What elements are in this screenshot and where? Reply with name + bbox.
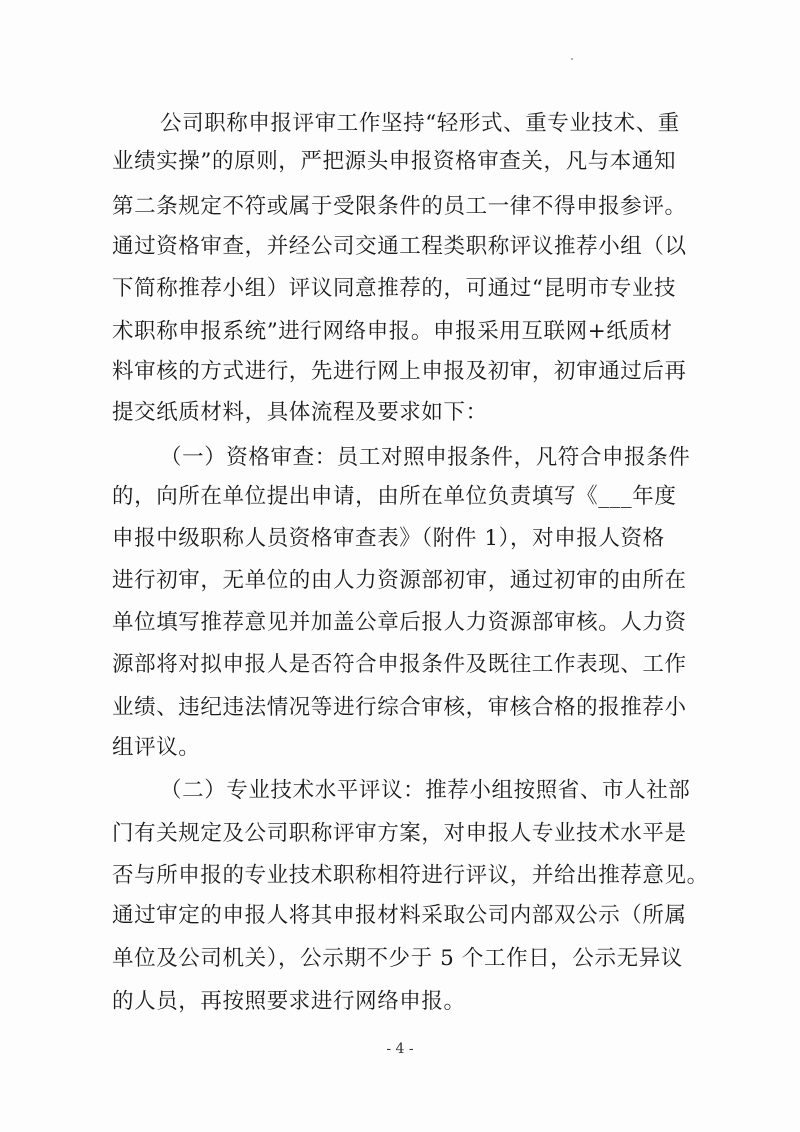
paragraph-line: 业绩、违纪违法情况等进行综合审核，审核合格的报推荐小 <box>112 695 687 720</box>
paragraph-line: 单位及公司机关），公示期不少于 5 个工作日，公示无异议 <box>112 946 683 971</box>
paragraph-line: 否与所申报的专业技术职称相符进行评议，并给出推荐意见。 <box>112 863 709 888</box>
paragraph-line: 业绩实操”的原则，严把源头申报资格审查关，凡与本通知 <box>112 149 677 174</box>
paragraph-line: 的人员，再按照要求进行网络申报。 <box>112 989 466 1014</box>
paragraph-line: 公司职称申报评审工作坚持“轻形式、重专业技术、重 <box>160 111 680 136</box>
paragraph-line: 第二条规定不符或属于受限条件的员工一律不得申报参评。 <box>112 194 687 219</box>
paragraph-line: 进行初审，无单位的由人力资源部初审，通过初审的由所在 <box>112 568 687 593</box>
paragraph-line: 门有关规定及公司职称评审方案，对申报人专业技术水平是 <box>112 821 687 846</box>
paragraph-line: 料审核的方式进行，先进行网上申报及初审，初审通过后再 <box>112 359 687 384</box>
scan-speck <box>571 58 573 60</box>
section-heading-line: （一）资格审查：员工对照申报条件，凡符合申报条件 <box>160 445 691 470</box>
paragraph-line: 源部将对拟申报人是否符合申报条件及既往工作表现、工作 <box>112 652 687 677</box>
paragraph-line: 术职称申报系统”进行网络申报。申报采用互联网+纸质材 <box>112 319 673 344</box>
paragraph-line: 的，向所在单位提出申请，由所在单位负责填写《___年度 <box>112 484 677 509</box>
paragraph-line: 提交纸质材料，具体流程及要求如下： <box>112 400 488 425</box>
paragraph-line: 通过资格审查，并经公司交通工程类职称评议推荐小组（以 <box>112 234 687 259</box>
page-number: - 4 - <box>386 1041 414 1057</box>
paragraph-line: 单位填写推荐意见并加盖公章后报人力资源部审核。人力资 <box>112 610 687 635</box>
section-heading-line: （二）专业技术水平评议：推荐小组按照省、市人社部 <box>160 778 691 803</box>
paragraph-line: 下简称推荐小组）评议同意推荐的，可通过“昆明市专业技 <box>112 276 677 301</box>
paragraph-line: 通过审定的申报人将其申报材料采取公司内部双公示（所属 <box>112 903 687 928</box>
paragraph-line: 申报中级职称人员资格审查表》（附件 1），对申报人资格 <box>112 526 665 551</box>
paragraph-line: 组评议。 <box>112 735 201 760</box>
